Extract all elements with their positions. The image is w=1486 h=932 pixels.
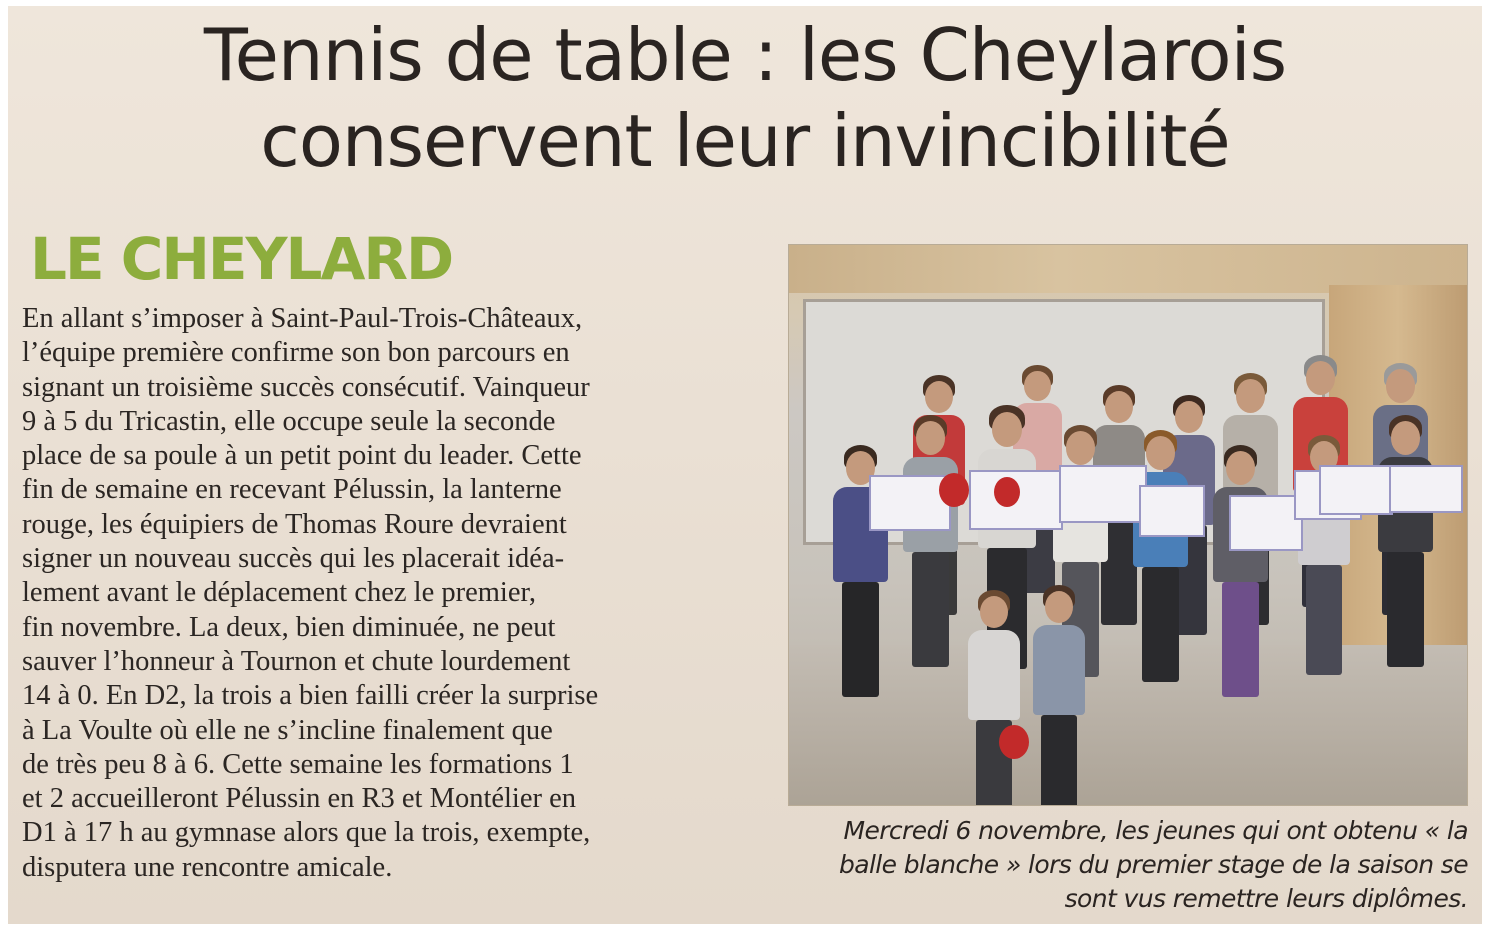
person-torso (968, 630, 1020, 720)
diploma-sheet (869, 475, 951, 531)
person-head (1024, 371, 1051, 401)
photo-person (1029, 585, 1089, 806)
person-legs (1387, 552, 1425, 668)
body-line: lement avant le déplacement chez le premier, (22, 577, 536, 609)
caption-line: Mercredi 6 novembre, les jeunes qui ont obtenu « la (843, 816, 1468, 845)
diploma-sheet (1319, 465, 1393, 515)
person-head (1105, 391, 1133, 423)
body-line: En allant s’imposer à Saint-Paul-Trois-Châteaux, (22, 303, 583, 334)
person-head (1146, 436, 1175, 470)
ping-pong-paddle (939, 473, 969, 507)
person-head (1386, 369, 1415, 403)
photo-person (1374, 415, 1437, 730)
headline (8, 12, 1482, 184)
ping-pong-paddle (994, 477, 1020, 507)
caption-line: sont vus remettre leurs diplômes. (1064, 884, 1468, 913)
photo-person (964, 590, 1024, 806)
diploma-sheet (1229, 495, 1303, 551)
person-head (1045, 591, 1073, 623)
person-head (1306, 361, 1335, 395)
person-head (1066, 431, 1095, 465)
body-line: disputera une rencontre amicale. (22, 851, 393, 883)
photo-caption (768, 814, 1468, 916)
body-line: et 2 accueilleront Pélussin en R3 et Montélier en (22, 783, 577, 815)
photo-person (1209, 445, 1272, 760)
person-head (992, 412, 1023, 447)
location-kicker: LE CHEYLARD (30, 225, 453, 293)
diploma-sheet (1389, 465, 1463, 513)
body-line: à La Voulte où elle ne s’incline finalement que (22, 714, 553, 746)
diploma-sheet (1059, 465, 1147, 523)
caption-line: balle blanche » lors du premier stage de la saison se (838, 850, 1468, 879)
body-line: place de sa poule à un petit point du leader. Cette (22, 440, 582, 472)
person-head (916, 421, 945, 455)
body-line: fin novembre. La deux, bien diminuée, ne peut (22, 611, 556, 643)
person-legs (842, 582, 880, 698)
person-legs (1222, 582, 1260, 698)
person-legs (1306, 565, 1342, 675)
person-legs (1142, 567, 1180, 683)
group-photo (788, 244, 1468, 806)
newspaper-clipping (8, 6, 1482, 924)
person-torso (1033, 625, 1085, 715)
person-head (980, 596, 1008, 628)
body-line: 9 à 5 du Tricastin, elle occupe seule la seconde (22, 405, 556, 437)
person-head (1226, 451, 1255, 485)
diploma-sheet (1139, 485, 1205, 537)
body-line: de très peu 8 à 6. Cette semaine les formations 1 (22, 748, 574, 780)
body-line: fin de semaine en recevant Pélussin, la lanterne (22, 474, 562, 506)
body-line: D1 à 17 h au gymnase alors que la trois, exempte, (22, 817, 591, 849)
body-line: 14 à 0. En D2, la trois a bien failli créer la surprise (22, 680, 599, 712)
photo-person (899, 415, 962, 730)
ping-pong-paddle (999, 725, 1029, 759)
article-body (22, 302, 762, 885)
person-head (1236, 379, 1265, 413)
body-line: sauver l’honneur à Tournon et chute lourdement (22, 645, 571, 677)
headline-line-2: conservent leur invincibilité (260, 99, 1230, 183)
headline-line-1: Tennis de table : les Cheylarois (203, 13, 1287, 97)
person-head (925, 381, 953, 413)
person-head (1391, 421, 1420, 455)
person-legs (912, 552, 950, 668)
person-head (1175, 401, 1203, 433)
person-legs (1041, 715, 1077, 806)
body-line: signant un troisième succès consécutif. Vainqueur (22, 371, 590, 403)
body-line: l’équipe première confirme son bon parcours en (22, 337, 570, 369)
body-line: rouge, les équipiers de Thomas Roure devraient (22, 508, 567, 540)
body-line: signer un nouveau succès qui les placerait idéa- (22, 543, 565, 575)
